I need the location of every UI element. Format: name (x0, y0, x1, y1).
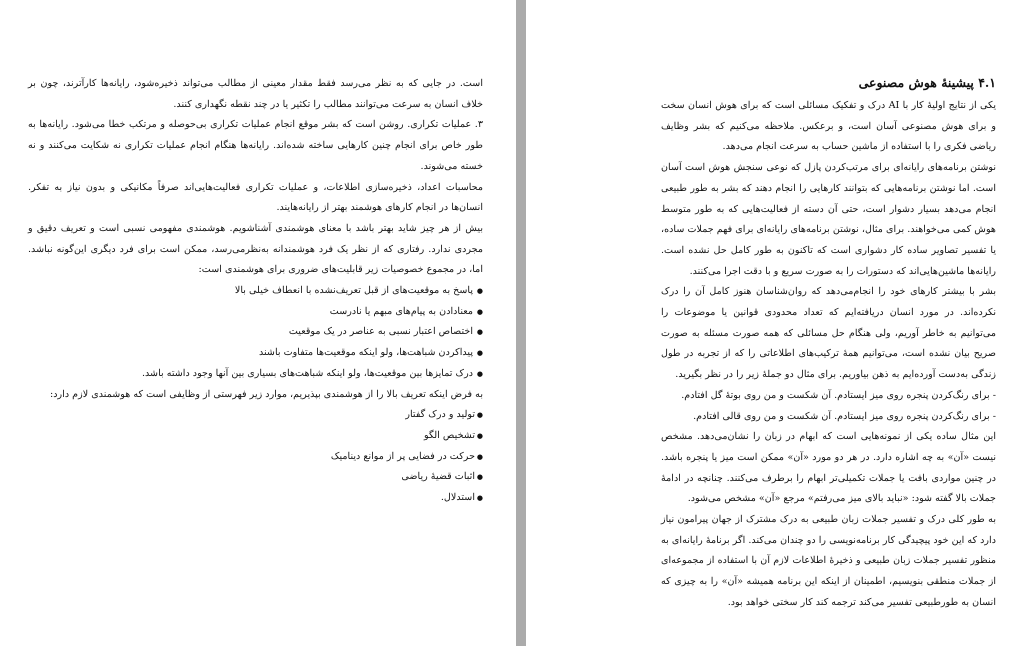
intelligence-capabilities-list (28, 281, 483, 385)
list-item: ● تشخیص الگو (28, 426, 483, 447)
list-item: ● اثبات قضیهٔ ریاضی (28, 467, 483, 488)
list-item: ● استدلال. (28, 488, 483, 509)
paragraph: نوشتن برنامه‌های رایانه‌ای برای مرتب‌کردن پازل که نوعی سنجش هوش است آسان است. اما نوشتن برنامه‌هایی که بتوانند کارهایی را انجام دهند که بشر به طور طبیعی انجام می‌دهد بسیار دشوار است، حتی آن دسته از فعالیت‌هایی که به طور متوسط هوش کمی می‌خواهند. برای مثال، نوشتن برنامه‌های رایانه‌ای برای فهم جملات ساده، یا تفسیر تصاویر ساده کار دشواری است که تاکنون به طور کامل حل نشده است. رایانه‌ها ماشین‌هایی‌اند که دستورات را به صورت سریع و با دقت اجرا می‌کنند. (661, 162, 996, 277)
intelligent-tasks-list (28, 405, 483, 509)
left-page-text (28, 74, 483, 509)
paragraph: ۳. عملیات تکراری. روشن است که بشر موقع انجام عملیات تکراری بی‌حوصله و مرتکب خطا می‌شود. رایانه‌ها به طور خاص برای انجام چنین کارهایی ساخته شده‌اند. رایانه‌ها هنگام انجام عملیات تکراری نه شکایت می‌کنند و نه خسته می‌شوند. (28, 119, 483, 172)
paragraph: این مثال ساده یکی از نمونه‌هایی است که ابهام در زبان را نشان‌می‌دهد. مشخص نیست «آن» به چه اشاره دارد. در هر دو مورد «آن» ممکن است میز یا پنجره باشد. در چنین مواردی بافت یا جملات تکمیلی‌تر ابهام را برطرف می‌کنند. چنانچه در ادامهٔ جملات بالا گفته شود: «نباید بالای میز می‌رفتم» مرجع «آن» مشخص می‌شود. (661, 431, 996, 505)
paragraph: یکی از نتایج اولیهٔ کار با AI درک و تفکیک مسائلی است که برای هوش انسان سخت و برای هوش مصنوعی آسان است، و برعکس. ملاحظه می‌کنیم که بشر وظایف ریاضی فکری را با استفاده از ماشین حساب به سرعت انجام می‌دهد. (661, 100, 996, 153)
list-item: ● حرکت در فضایی پر از موانع دینامیک (28, 447, 483, 468)
page-right (526, 0, 1024, 646)
example-sentence: - برای رنگ‌کردن پنجره روی میز ایستادم. آن شکست و من روی قالی افتادم. (693, 410, 996, 422)
paragraph: بیش از هر چیز شاید بهتر باشد با معنای هوشمندی آشناشویم. هوشمندی مفهومی نسبی است و تعریف دقیق و مجردی ندارد. رفتاری که از نظر یک فرد هوشمندانه به‌نظرمی‌رسد، ممکن است برای فرد دیگری این‌گونه نباشد. اما، در مجموع خصوصیات زیر قابلیت‌های ضروری برای هوشمندی است: (28, 222, 483, 276)
paragraph: بشر با بیشتر کارهای خود را انجام‌می‌دهد که روان‌شناسان هنوز کامل آن را درک نکرده‌اند. در مورد انسان دریافته‌ایم که تعداد محدودی قوانین یا موضوعات را می‌توانیم به خاطر آوریم، ولی هنگام حل مسائلی که همه صورت مسئله به صورت صریح بیان نشده است، می‌توانیم همهٔ ترکیب‌های اطلاعاتی را که از تجربه در طول زندگی به‌دست آورده‌ایم به ذهن بیاوریم. برای مثال دو جملهٔ زیر را در نظر بگیرید. (661, 286, 996, 381)
list-item: ● تولید و درک گفتار (28, 405, 483, 426)
list-item: ● معنادادن به پیام‌های مبهم یا نادرست (28, 302, 483, 323)
paragraph: به فرض اینکه تعریف بالا را از هوشمندی بپذیریم، موارد زیر فهرستی از وظایفی است که هوشمندی لازم دارد: (50, 388, 483, 400)
list-item: ● پیداکردن شباهت‌ها، ولو اینکه موقعیت‌ها متفاوت باشند (28, 343, 483, 364)
list-item: ● درک تمایزها بین موقعیت‌ها، ولو اینکه شباهت‌های بسیاری بین آنها وجود داشته باشد. (28, 364, 483, 385)
list-item: ● پاسخ به موقعیت‌های از قبل تعریف‌نشده با انعطاف خیلی بالا (28, 281, 483, 302)
paragraph: به طور کلی درک و تفسیر جملات زبان طبیعی به درک مشترک از جهان پیرامون نیاز دارد که این خود پیچیدگی کار برنامه‌نویسی را دو چندان می‌کند. اگر برنامهٔ رایانه‌ای به منظور تفسیر جملات زبان طبیعی و ذخیرهٔ اطلاعات لازم آن با استفاده از مجموعه‌ای از جملات منطقی بنویسیم، اطمینان از اینکه این برنامه همیشه «آن» را به چیزی که انسان به طورطبیعی تفسیر می‌کند ترجمه کند کار سختی خواهد بود. (661, 514, 996, 608)
list-item: ● اختصاص اعتبار نسبی به عناصر در یک موقعیت (28, 322, 483, 343)
paragraph: است. در جایی که به نظر می‌رسد فقط مقدار معینی از مطالب می‌تواند ذخیره‌شود، رایانه‌ها کارآترند، چون بر خلاف انسان به سرعت می‌توانند مطالب را تکثیر یا در چند نقطه نگهداری کنند. (28, 78, 483, 110)
example-sentence: - برای رنگ‌کردن پنجره روی میز ایستادم. آن شکست و من روی بوتهٔ گل افتادم. (681, 389, 996, 401)
right-page-text (661, 72, 996, 614)
paragraph: محاسبات اعداد، ذخیره‌سازی اطلاعات، و عملیات تکراری فعالیت‌هایی‌اند صرفاً مکانیکی و بدون نیاز به تفکر. انسان‌ها در انجام کارهای هوشمند بهتر از رایانه‌هایند. (28, 181, 483, 214)
section-heading: ۴.۱ پیشینهٔ هوش مصنوعی (858, 75, 996, 90)
